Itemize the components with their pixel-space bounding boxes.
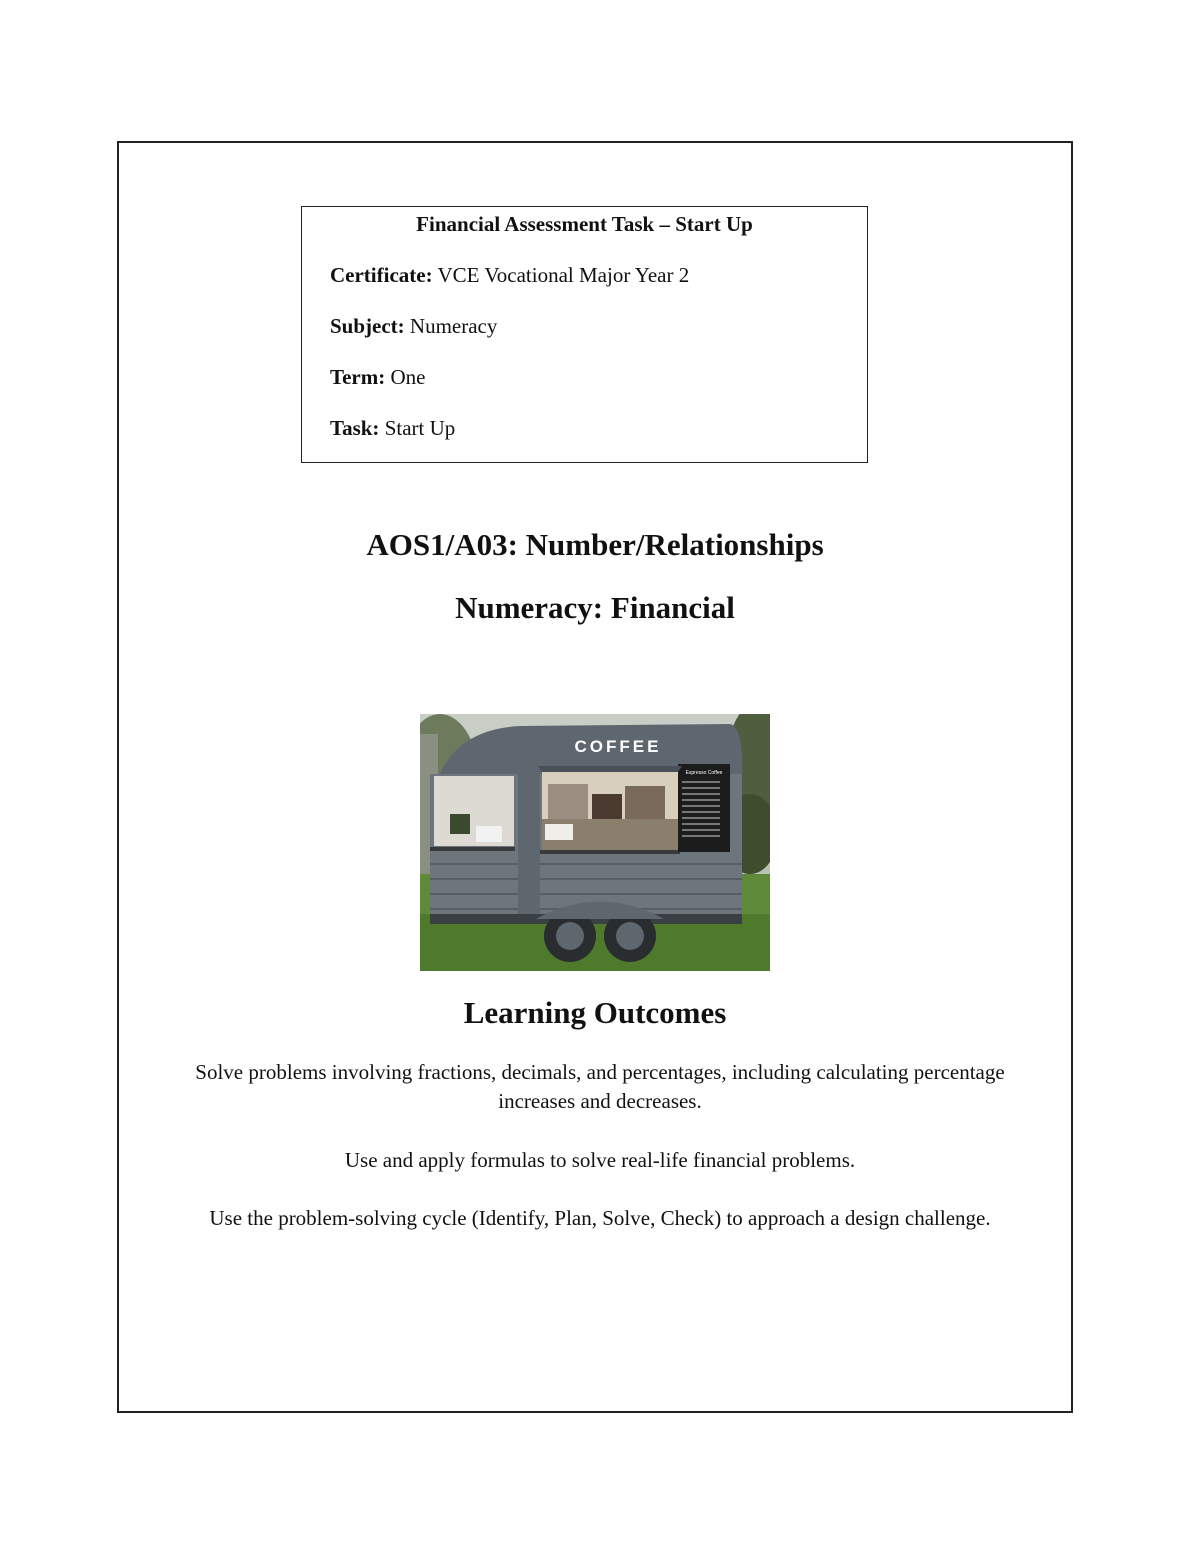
task-label: Task: bbox=[330, 416, 380, 440]
term-value: One bbox=[385, 365, 426, 389]
coffee-sign-text: COFFEE bbox=[574, 737, 662, 756]
subject-label: Subject: bbox=[330, 314, 405, 338]
term-label: Term: bbox=[330, 365, 386, 389]
aos-heading: AOS1/A03: Number/Relationships bbox=[366, 527, 824, 562]
numeracy-heading: Numeracy: Financial bbox=[455, 590, 735, 625]
certificate-value: VCE Vocational Major Year 2 bbox=[432, 263, 690, 287]
learning-outcome-2: Use and apply formulas to solve real-life financial problems. bbox=[344, 1148, 856, 1172]
task-row bbox=[330, 414, 839, 442]
learning-outcome-1: Solve problems involving fractions, decimals, and percentages, including calculating percentage increases and decreases. bbox=[195, 1060, 1005, 1113]
task-title: Financial Assessment Task – Start Up bbox=[416, 212, 753, 236]
subject-value: Numeracy bbox=[404, 314, 498, 338]
coffee-trailer-photo bbox=[420, 714, 770, 971]
task-info-box bbox=[301, 206, 868, 463]
learning-outcomes-heading: Learning Outcomes bbox=[463, 995, 727, 1030]
learning-outcome-3: Use the problem-solving cycle (Identify, Plan, Solve, Check) to approach a design challenge. bbox=[209, 1206, 991, 1230]
task-value: Start Up bbox=[379, 416, 456, 440]
menu-board-title: Espresso Coffee bbox=[685, 770, 723, 776]
term-row bbox=[330, 363, 839, 391]
subject-row bbox=[330, 312, 839, 340]
certificate-label: Certificate: bbox=[330, 263, 433, 287]
certificate-row bbox=[330, 261, 839, 289]
